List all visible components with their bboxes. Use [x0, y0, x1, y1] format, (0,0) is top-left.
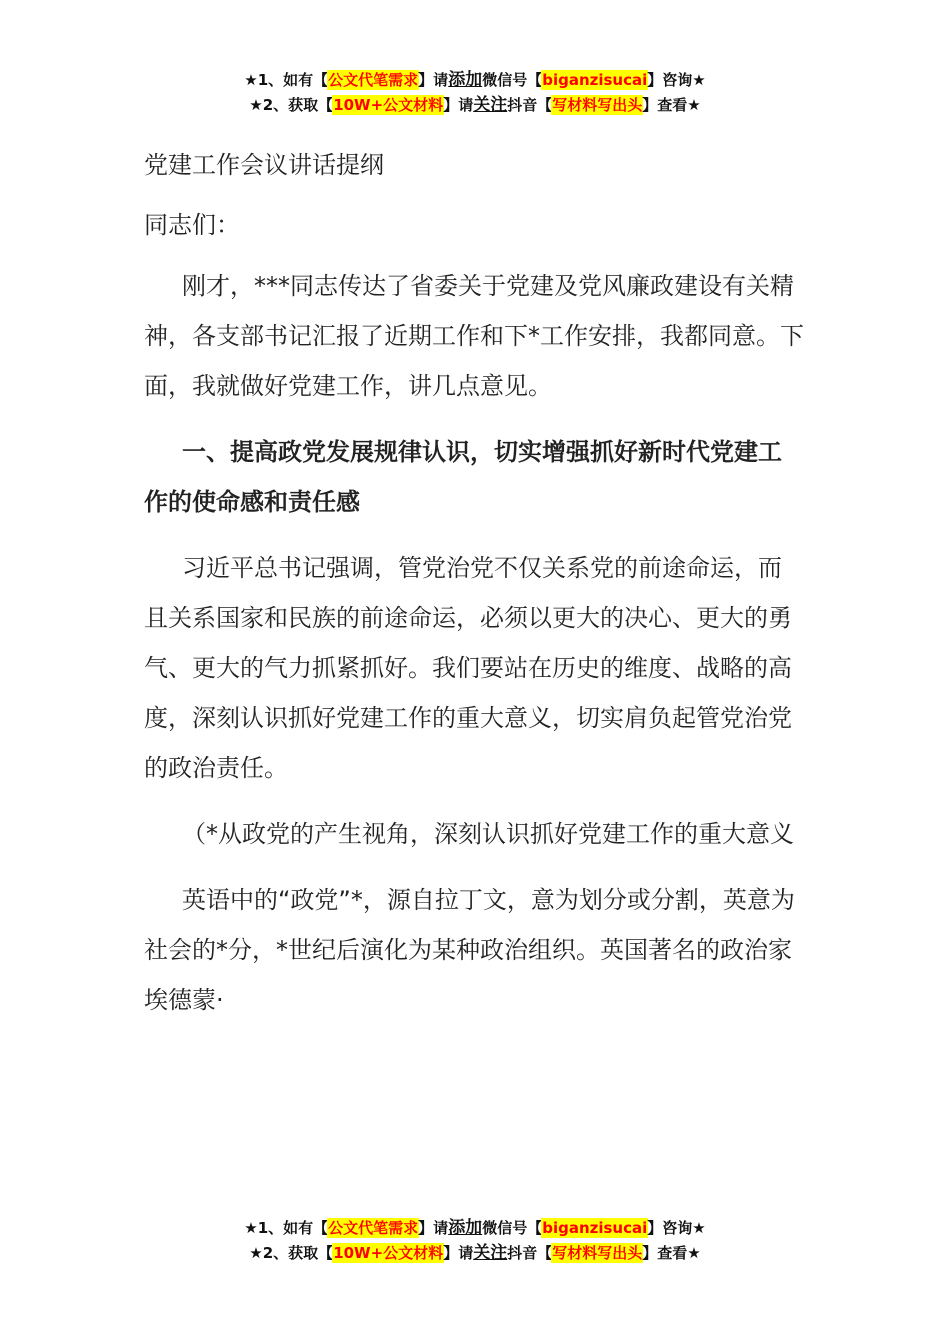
promo-highlight: 10W+公文材料	[333, 1244, 444, 1262]
promo-highlight: 公文代笔需求	[328, 1219, 419, 1237]
promo-line-2	[0, 1241, 950, 1266]
promo-highlight: 写材料写出头	[552, 1244, 643, 1262]
promo-text: 微信号【	[482, 1219, 543, 1237]
paragraph-3: （*从政党的产生视角，深刻认识抓好党建工作的重大意义	[182, 820, 794, 848]
promo-highlight: biganzisucai	[542, 71, 648, 89]
promo-highlight: 写材料写出头	[552, 96, 643, 114]
paragraph-4: 英语中的“政党”*，源自拉丁文，意为划分或分割，英意为社会的*分，*世纪后演化为某种政治组织。英国著名的政治家埃德蒙·	[144, 886, 795, 1014]
promo-line-1	[0, 1216, 950, 1241]
promo-text: 】查看★	[642, 96, 701, 114]
promo-text: ★2、获取【	[249, 96, 334, 114]
promo-line-2	[0, 93, 950, 118]
promo-text: 抖音【	[507, 96, 553, 114]
paragraph-2: 习近平总书记强调，管党治党不仅关系党的前途命运，而且关系国家和民族的前途命运，必须以更大的决心、更大的勇气、更大的气力抓紧抓好。我们要站在历史的维度、战略的高度，深刻认识抓好党建工作的重大意义，切实肩负起管党治党的政治责任。	[144, 554, 792, 782]
promo-text: 微信号【	[482, 71, 543, 89]
promo-text: 】请	[443, 1244, 474, 1262]
promo-highlight: 10W+公文材料	[333, 96, 444, 114]
document-title: 党建工作会议讲话提纲	[144, 151, 384, 179]
promo-emphasis: 关注	[473, 95, 508, 115]
promo-emphasis: 关注	[473, 1243, 508, 1263]
promo-banner-top	[0, 68, 950, 118]
promo-emphasis: 添加	[448, 1218, 483, 1238]
promo-highlight: biganzisucai	[542, 1219, 648, 1237]
promo-text: 】咨询★	[647, 71, 706, 89]
document-body	[144, 145, 804, 1025]
promo-text: ★1、如有【	[244, 1219, 329, 1237]
promo-text: 】请	[443, 96, 474, 114]
promo-line-1	[0, 68, 950, 93]
paragraph-1: 刚才，***同志传达了省委关于党建及党风廉政建设有关精神，各支部书记汇报了近期工作和下*工作安排，我都同意。下面，我就做好党建工作，讲几点意见。	[144, 272, 804, 400]
promo-text: ★1、如有【	[244, 71, 329, 89]
promo-text: 抖音【	[507, 1244, 553, 1262]
promo-banner-bottom	[0, 1216, 950, 1266]
promo-emphasis: 添加	[448, 70, 483, 90]
section-heading-1: 一、提高政党发展规律认识，切实增强抓好新时代党建工作的使命感和责任感	[144, 438, 782, 516]
promo-text: 】咨询★	[647, 1219, 706, 1237]
promo-text: 】请	[418, 1219, 449, 1237]
promo-text: 】请	[418, 71, 449, 89]
promo-text: 】查看★	[642, 1244, 701, 1262]
greeting: 同志们：	[144, 211, 240, 239]
promo-highlight: 公文代笔需求	[328, 71, 419, 89]
promo-text: ★2、获取【	[249, 1244, 334, 1262]
